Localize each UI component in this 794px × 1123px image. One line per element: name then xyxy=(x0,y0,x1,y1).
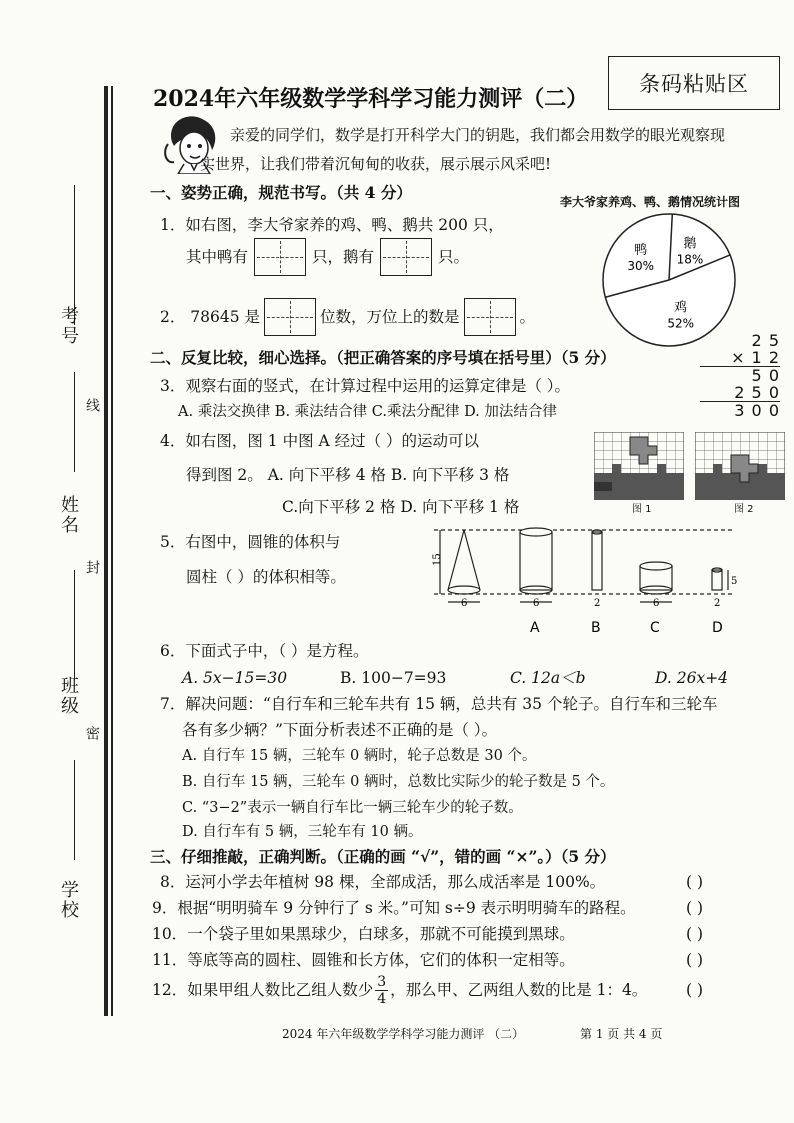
q1-line1: 1．如右图，李大爷家养的鸡、鸭、鹅共 200 只， xyxy=(160,216,504,234)
answer-box-digits[interactable] xyxy=(264,298,316,336)
mult-row-4: 2 5 0 xyxy=(700,384,780,402)
q10-text: 10．一个袋子里如果黑球少，白球多，那就不可能摸到黑球。 xyxy=(152,925,575,943)
q4-line2: 得到图 2。 A. 向下平移 4 格 B. 向下平移 3 格 xyxy=(186,466,510,484)
cone-diameter-label: 6 xyxy=(461,598,468,609)
barcode-label: 条码粘贴区 xyxy=(639,72,749,96)
barcode-area xyxy=(608,56,780,110)
judge-bracket-q10[interactable]: ( ) xyxy=(686,925,704,943)
footer-left: 2024 年六年级数学学科学习能力测评 （二） xyxy=(282,1027,525,1041)
mult-row-3: 5 0 xyxy=(751,366,780,385)
label-mi: 密 xyxy=(84,726,100,742)
footer-right: 第 1 页 共 4 页 xyxy=(580,1027,663,1041)
q2-post: 。 xyxy=(519,308,536,326)
cylinder-a-label: A xyxy=(530,620,540,636)
binding-line-thin xyxy=(111,86,113,1016)
answer-box-goose[interactable] xyxy=(380,238,432,276)
q7-option-d: D. 自行车有 5 辆，三轮车有 10 辆。 xyxy=(182,824,423,840)
q4-line3: C.向下平移 2 格 D. 向下平移 1 格 xyxy=(282,498,520,516)
q1-line2 xyxy=(186,238,469,276)
answer-line xyxy=(74,570,75,680)
q3-options: A. 乘法交换律 B. 乘法结合律 C.乘法分配律 D. 加法结合律 xyxy=(178,404,557,420)
q7-option-b: B. 自行车 15 辆，三轮车 0 辆时，总数比实际少的轮子数是 5 个。 xyxy=(182,774,615,790)
q12-pre: 12．如果甲组人数比乙组人数少 xyxy=(152,981,374,999)
cylinder-b-label: B xyxy=(591,620,601,636)
cylinder-c-label: C xyxy=(650,620,660,636)
intro-line-2: 实世界，让我们带着沉甸甸的收获，展示展示风采吧! xyxy=(200,155,552,173)
label-xian: 线 xyxy=(84,398,100,414)
q6-option-a: A. 5x−15=30 xyxy=(182,669,288,687)
q1-pre: 其中鸭有 xyxy=(186,248,249,266)
answer-line xyxy=(74,372,75,472)
q7-line1: 7．解决问题：“自行车和三轮车共有 15 辆，总共有 35 个轮子。自行车和三轮车 xyxy=(160,695,718,713)
q6-text: 6．下面式子中，（ ）是方程。 xyxy=(160,642,369,660)
chart-title: 李大爷家养鸡、鸭、鹅情况统计图 xyxy=(560,195,741,209)
grid-figure-2 xyxy=(695,432,785,500)
mult-row-5: 3 0 0 xyxy=(734,401,780,420)
section3-heading: 三、仔细推敲，正确判断。（正确的画 “√”，错的画 “×”。）（5 分） xyxy=(150,847,616,866)
cylinder-d-diameter-label: 2 xyxy=(714,598,721,609)
answer-box-duck[interactable] xyxy=(254,238,306,276)
pie-slice-name: 鸭 xyxy=(634,243,648,259)
q11-text: 11．等底等高的圆柱、圆锥和长方体，它们的体积一定相等。 xyxy=(152,951,575,969)
grid-figure-1 xyxy=(594,432,684,500)
q2-pre: 2． 78645 是 xyxy=(160,308,261,326)
q2-mid: 位数，万位上的数是 xyxy=(320,308,460,326)
fraction xyxy=(375,974,388,1007)
pie-slice-percent: 30% xyxy=(627,259,655,274)
q12-post: ，那么甲、乙两组人数的比是 1：4。 xyxy=(390,981,648,999)
q3-text: 3．观察右面的竖式，在计算过程中运用的运算定律是（ ）。 xyxy=(160,377,571,395)
binding-line-thick xyxy=(104,86,108,1016)
intro-line-1: 亲爱的同学们，数学是打开科学大门的钥匙，我们都会用数学的眼光观察现 xyxy=(230,126,726,144)
cylinder-a-diameter-label: 6 xyxy=(533,598,540,609)
cone-height-label: 15 xyxy=(432,553,443,566)
q6-option-d: D. 26x+4 xyxy=(655,669,729,687)
fraction-denominator: 4 xyxy=(377,990,387,1007)
fig2-label: 图 2 xyxy=(734,504,754,515)
mult-row-2: × 1 2 xyxy=(700,349,780,367)
q12-line xyxy=(152,970,647,1010)
judge-bracket-q9[interactable]: ( ) xyxy=(686,899,704,917)
judge-bracket-q11[interactable]: ( ) xyxy=(686,951,704,969)
page-title: 2024年六年级数学学科学习能力测评（二） xyxy=(153,86,589,112)
q9-text: 9．根据“明明骑车 9 分钟行了 s 米。”可知 s÷9 表示明明骑车的路程。 xyxy=(152,899,636,917)
pie-chart xyxy=(594,210,744,350)
cylinder-c-diameter-label: 6 xyxy=(653,598,660,609)
mult-row-1: 2 5 xyxy=(751,331,780,350)
fig1-label: 图 1 xyxy=(632,504,652,515)
q7-option-c: C. “3−2”表示一辆自行车比一辆三轮车少的轮子数。 xyxy=(182,800,523,816)
answer-line xyxy=(74,760,75,860)
label-xuexiao: 学校 xyxy=(58,880,79,920)
answer-line xyxy=(74,185,75,325)
q8-text: 8．运河小学去年植树 98 棵，全部成活，那么成活率是 100%。 xyxy=(160,873,606,891)
pie-slice-percent: 18% xyxy=(676,252,704,267)
q6-option-b: B. 100−7=93 xyxy=(340,669,447,687)
q7-line2: 各有多少辆？”下面分析表述不正确的是（ ）。 xyxy=(182,721,498,739)
q5-line2: 圆柱（ ）的体积相等。 xyxy=(186,568,346,586)
judge-bracket-q8[interactable]: ( ) xyxy=(686,873,704,891)
cylinder-b-diameter-label: 2 xyxy=(594,598,601,609)
answer-box-wan[interactable] xyxy=(464,298,516,336)
q4-line1: 4．如右图，图 1 中图 A 经过（ ）的运动可以 xyxy=(160,432,480,450)
judge-bracket-q12[interactable]: ( ) xyxy=(686,981,704,999)
q2-line xyxy=(160,298,535,336)
label-feng: 封 xyxy=(84,560,100,576)
q7-option-a: A. 自行车 15 辆，三轮车 0 辆时，轮子总数是 30 个。 xyxy=(182,748,537,764)
label-xingming: 姓名 xyxy=(58,495,79,535)
label-kaohao: 考号 xyxy=(58,306,79,346)
pie-slice-name: 鹅 xyxy=(683,236,697,252)
pie-slice-name: 鸡 xyxy=(674,300,688,316)
q1-mid: 只，鹅有 xyxy=(312,248,375,266)
cylinder-d-height-label: 5 xyxy=(731,576,738,587)
vertical-multiplication xyxy=(700,332,780,419)
label-banji: 班级 xyxy=(58,676,79,716)
cylinder-d-label: D xyxy=(712,620,723,636)
fraction-numerator: 3 xyxy=(377,973,387,990)
q1-post: 只。 xyxy=(438,248,470,266)
section2-heading: 二、反复比较，细心选择。（把正确答案的序号填在括号里）（5 分） xyxy=(150,348,616,367)
q6-option-c: C. 12a＜b xyxy=(510,669,586,687)
pie-slice-percent: 52% xyxy=(667,316,694,331)
q5-line1: 5．右图中，圆锥的体积与 xyxy=(160,533,341,551)
cone-cylinders-figure xyxy=(432,522,752,640)
section1-heading: 一、姿势正确，规范书写。（共 4 分） xyxy=(150,183,412,202)
